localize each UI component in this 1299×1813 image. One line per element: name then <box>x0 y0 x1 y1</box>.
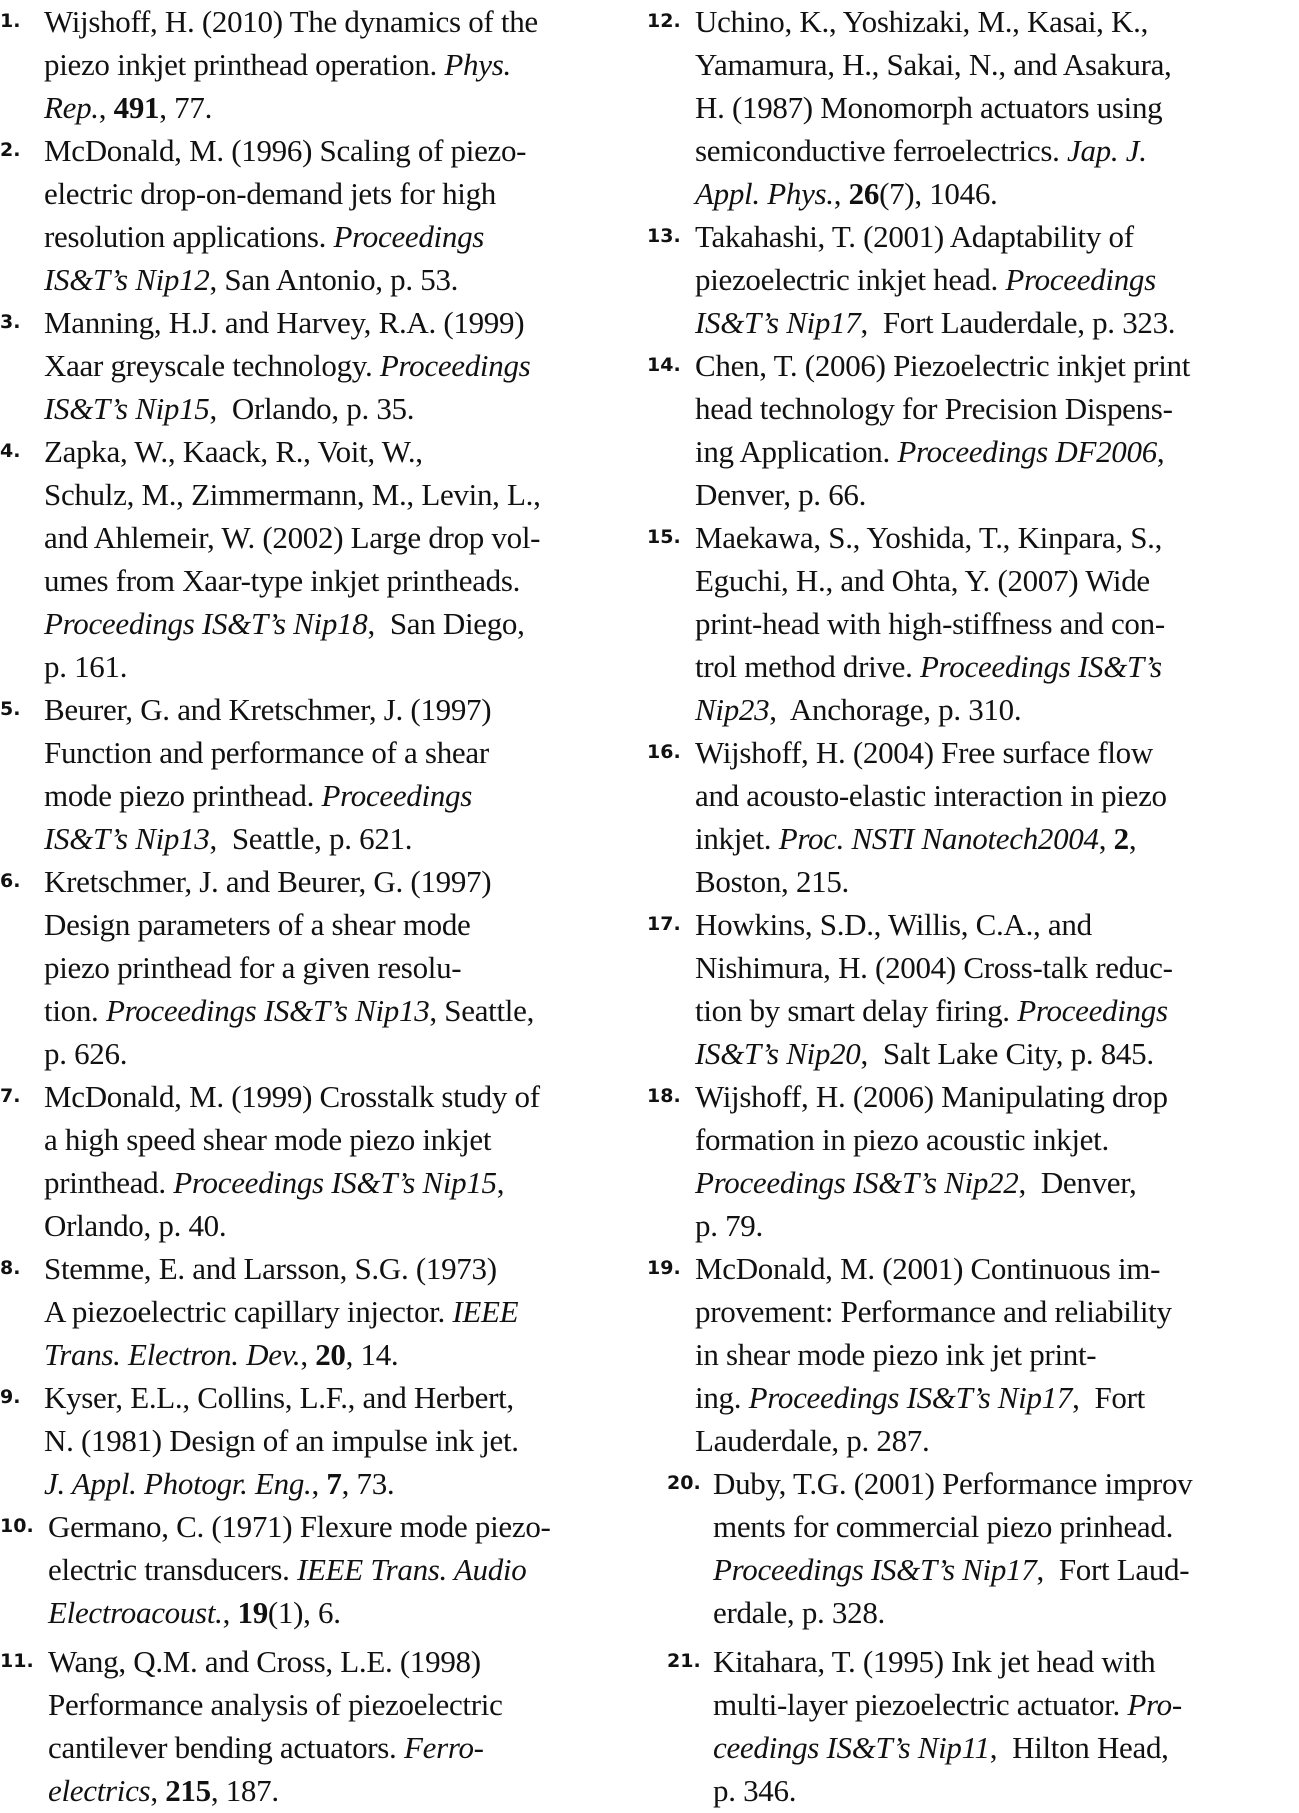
reference-line <box>695 86 1172 129</box>
italic-segment: Phys. <box>444 47 511 82</box>
reference-item <box>655 1462 1299 1634</box>
reference-line <box>44 774 491 817</box>
reference-line <box>44 688 491 731</box>
text-segment: , <box>1128 821 1137 856</box>
text-segment: , <box>496 1165 505 1200</box>
text-segment: Wijshoff, H. (2010) The dynamics of the <box>44 4 538 39</box>
bold-segment: 2 <box>1113 821 1129 856</box>
text-segment: , <box>833 176 849 211</box>
reference-item <box>647 1075 1299 1247</box>
reference-line <box>695 1161 1168 1204</box>
text-segment: , Denver, <box>1018 1165 1137 1200</box>
text-segment: semiconductive ferroelectrics. <box>695 133 1067 168</box>
text-segment: Function and performance of a shear <box>44 735 489 770</box>
text-segment: , <box>1098 821 1114 856</box>
reference-text <box>695 0 1172 215</box>
reference-number: 20. <box>667 1472 701 1494</box>
reference-line <box>695 258 1175 301</box>
text-segment: resolution applications. <box>44 219 334 254</box>
text-segment: printhead. <box>44 1165 174 1200</box>
reference-line <box>713 1548 1192 1591</box>
italic-segment: Proceedings <box>379 348 531 383</box>
italic-segment: Proceedings IS&T’s Nip15 <box>173 1165 497 1200</box>
reference-text <box>44 430 541 688</box>
reference-line <box>44 989 534 1032</box>
text-segment: (7), 1046. <box>879 176 998 211</box>
reference-line <box>713 1505 1192 1548</box>
text-segment: a high speed shear mode piezo inkjet <box>44 1122 492 1157</box>
reference-number: 7. <box>0 1085 21 1107</box>
text-segment: Kretschmer, J. and Beurer, G. (1997) <box>44 864 492 899</box>
text-segment: Wijshoff, H. (2004) Free surface flow <box>695 735 1153 770</box>
reference-line <box>44 860 534 903</box>
reference-line <box>44 344 530 387</box>
reference-line <box>695 559 1165 602</box>
reference-line <box>695 387 1190 430</box>
text-segment: Nishimura, H. (2004) Cross-talk reduc- <box>695 950 1173 985</box>
text-segment: and acousto-elastic interaction in piezo <box>695 778 1167 813</box>
reference-item <box>0 301 650 430</box>
reference-line <box>713 1640 1182 1683</box>
italic-segment: Electroacoust. <box>48 1595 223 1630</box>
text-segment: , Orlando, p. 35. <box>209 391 415 426</box>
reference-line <box>713 1769 1182 1812</box>
reference-line <box>695 1204 1168 1247</box>
reference-text <box>695 731 1167 903</box>
reference-line <box>44 1419 519 1462</box>
reference-line <box>44 1161 540 1204</box>
text-segment: (1), 6. <box>267 1595 341 1630</box>
italic-segment: Proceedings IS&T’s Nip17 <box>748 1380 1073 1415</box>
reference-item <box>655 1640 1299 1812</box>
reference-item <box>0 1505 650 1634</box>
italic-segment: IS&T’s Nip13 <box>44 821 210 856</box>
reference-text <box>695 903 1173 1075</box>
reference-line <box>695 731 1167 774</box>
text-segment: , 77. <box>159 90 213 125</box>
text-segment: Howkins, S.D., Willis, C.A., and <box>695 907 1092 942</box>
reference-line <box>695 1032 1173 1075</box>
italic-segment: Proceedings IS&T’s Nip18 <box>44 606 368 641</box>
italic-segment: IS&T’s Nip12 <box>44 262 210 297</box>
italic-segment: IS&T’s Nip15 <box>44 391 210 426</box>
reference-item <box>0 430 650 688</box>
reference-line <box>44 43 538 86</box>
text-segment: Wang, Q.M. and Cross, L.E. (1998) <box>48 1644 481 1679</box>
reference-line <box>48 1769 503 1812</box>
bold-segment: 491 <box>113 90 160 125</box>
reference-line <box>44 1032 534 1075</box>
reference-line <box>48 1726 503 1769</box>
reference-item <box>647 215 1299 344</box>
reference-line <box>695 344 1190 387</box>
reference-item <box>647 903 1299 1075</box>
text-segment: , <box>311 1466 327 1501</box>
text-segment: Manning, H.J. and Harvey, R.A. (1999) <box>44 305 525 340</box>
text-segment: provement: Performance and reliability <box>695 1294 1172 1329</box>
text-segment: , <box>300 1337 316 1372</box>
text-segment: trol method drive. <box>695 649 921 684</box>
reference-line <box>695 215 1175 258</box>
reference-item <box>0 1247 650 1376</box>
italic-segment: Proceedings <box>333 219 485 254</box>
reference-number: 5. <box>0 698 21 720</box>
reference-text <box>44 301 530 430</box>
text-segment: , 187. <box>210 1773 279 1808</box>
italic-segment: electrics <box>48 1773 151 1808</box>
reference-line <box>44 1204 540 1247</box>
reference-line <box>695 1376 1172 1419</box>
text-segment: Uchino, K., Yoshizaki, M., Kasai, K., <box>695 4 1149 39</box>
reference-number: 18. <box>647 1085 681 1107</box>
reference-line <box>44 516 541 559</box>
reference-line <box>44 817 491 860</box>
text-segment: Performance analysis of piezoelectric <box>48 1687 503 1722</box>
reference-number: 4. <box>0 440 21 462</box>
italic-segment: Proceedings IS&T’s <box>920 649 1162 684</box>
bold-segment: 7 <box>326 1466 342 1501</box>
text-segment: , Salt Lake City, p. 845. <box>860 1036 1154 1071</box>
reference-line <box>44 1075 540 1118</box>
text-segment: , Fort <box>1072 1380 1145 1415</box>
text-segment: piezo inkjet printhead operation. <box>44 47 445 82</box>
text-segment: Schulz, M., Zimmermann, M., Levin, L., <box>44 477 541 512</box>
text-segment: Takahashi, T. (2001) Adaptability of <box>695 219 1134 254</box>
reference-line <box>44 1290 518 1333</box>
reference-line <box>44 1376 519 1419</box>
reference-line <box>44 387 530 430</box>
text-segment: Boston, 215. <box>695 864 850 899</box>
reference-text <box>44 1247 518 1376</box>
reference-line <box>44 946 534 989</box>
reference-line <box>695 946 1173 989</box>
reference-line <box>695 301 1175 344</box>
reference-line <box>44 258 526 301</box>
italic-segment: ceedings IS&T’s Nip11 <box>713 1730 990 1765</box>
text-segment: print-head with high-stiffness and con- <box>695 606 1165 641</box>
reference-item <box>0 1075 650 1247</box>
reference-line <box>695 989 1173 1032</box>
text-segment: Kyser, E.L., Collins, L.F., and Herbert, <box>44 1380 514 1415</box>
text-segment: , <box>150 1773 166 1808</box>
text-segment: Xaar greyscale technology. <box>44 348 380 383</box>
text-segment: erdale, p. 328. <box>713 1595 885 1630</box>
reference-number: 3. <box>0 311 21 333</box>
reference-item <box>0 1376 650 1505</box>
reference-text <box>44 1075 540 1247</box>
reference-line <box>695 774 1167 817</box>
text-segment: inkjet. <box>695 821 779 856</box>
reference-number: 6. <box>0 870 21 892</box>
text-segment: , <box>98 90 114 125</box>
text-segment: , San Antonio, p. 53. <box>209 262 459 297</box>
reference-number: 16. <box>647 741 681 763</box>
bold-segment: 215 <box>165 1773 211 1808</box>
reference-line <box>44 0 538 43</box>
italic-segment: IS&T’s Nip17 <box>695 305 861 340</box>
text-segment: , <box>1156 434 1165 469</box>
reference-text <box>44 0 538 129</box>
reference-line <box>695 430 1190 473</box>
reference-text <box>48 1640 503 1812</box>
reference-item <box>647 731 1299 903</box>
italic-segment: IS&T’s Nip20 <box>695 1036 861 1071</box>
italic-segment: Trans. Electron. Dev. <box>44 1337 301 1372</box>
text-segment: , San Diego, <box>367 606 525 641</box>
reference-number: 19. <box>647 1257 681 1279</box>
reference-text <box>48 1505 551 1634</box>
text-segment: , 14. <box>345 1337 399 1372</box>
reference-line <box>713 1726 1182 1769</box>
reference-text <box>713 1640 1182 1812</box>
reference-number: 17. <box>647 913 681 935</box>
italic-segment: IEEE <box>452 1294 519 1329</box>
italic-segment: Proc. NSTI Nanotech2004 <box>778 821 1099 856</box>
text-segment: , 73. <box>341 1466 395 1501</box>
reference-item <box>0 1640 650 1812</box>
reference-line <box>48 1505 551 1548</box>
text-segment: p. 346. <box>713 1773 797 1808</box>
text-segment: Kitahara, T. (1995) Ink jet head with <box>713 1644 1156 1679</box>
text-segment: tion. <box>44 993 106 1028</box>
reference-line <box>713 1683 1182 1726</box>
reference-line <box>44 1462 519 1505</box>
reference-item <box>0 860 650 1075</box>
italic-segment: Proceedings <box>321 778 472 813</box>
text-segment: and Ahlemeir, W. (2002) Large drop vol- <box>44 520 541 555</box>
text-segment: Duby, T.G. (2001) Performance improv <box>713 1466 1193 1501</box>
reference-line <box>48 1591 551 1634</box>
reference-number: 10. <box>0 1515 34 1537</box>
text-segment: electric transducers. <box>48 1552 298 1587</box>
text-segment: cantilever bending actuators. <box>48 1730 404 1765</box>
italic-segment: Proceedings <box>1005 262 1156 297</box>
reference-line <box>44 473 541 516</box>
reference-line <box>695 516 1165 559</box>
italic-segment: Proceedings IS&T’s Nip22 <box>695 1165 1019 1200</box>
text-segment: Beurer, G. and Kretschmer, J. (1997) <box>44 692 492 727</box>
reference-text <box>44 1376 519 1505</box>
italic-segment: Pro- <box>1127 1687 1182 1722</box>
reference-line <box>695 172 1172 215</box>
reference-line <box>695 1333 1172 1376</box>
text-segment: A piezoelectric capillary injector. <box>44 1294 453 1329</box>
text-segment: p. 626. <box>44 1036 128 1071</box>
italic-segment: Rep. <box>44 90 99 125</box>
reference-line <box>44 1333 518 1376</box>
reference-text <box>713 1462 1192 1634</box>
reference-line <box>44 559 541 602</box>
reference-text <box>695 1075 1168 1247</box>
italic-segment: Proceedings IS&T’s Nip17 <box>713 1552 1037 1587</box>
reference-line <box>44 645 541 688</box>
text-segment: Zapka, W., Kaack, R., Voit, W., <box>44 434 423 469</box>
reference-text <box>695 215 1175 344</box>
reference-text <box>44 129 526 301</box>
text-segment: p. 79. <box>695 1208 763 1243</box>
reference-number: 8. <box>0 1257 21 1279</box>
reference-line <box>695 688 1165 731</box>
reference-line <box>713 1462 1192 1505</box>
reference-line <box>695 129 1172 172</box>
text-segment: mode piezo printhead. <box>44 778 322 813</box>
text-segment: tion by smart delay firing. <box>695 993 1018 1028</box>
reference-line <box>695 43 1172 86</box>
italic-segment: Ferro- <box>403 1730 484 1765</box>
italic-segment: Appl. Phys. <box>695 176 834 211</box>
reference-line <box>695 645 1165 688</box>
reference-item <box>647 0 1299 215</box>
reference-number: 21. <box>667 1650 701 1672</box>
reference-number: 15. <box>647 526 681 548</box>
reference-line <box>44 1247 518 1290</box>
reference-line <box>48 1640 503 1683</box>
text-segment: ing Application. <box>695 434 898 469</box>
reference-line <box>695 903 1173 946</box>
text-segment: , Seattle, <box>429 993 535 1028</box>
text-segment: McDonald, M. (1999) Crosstalk study of <box>44 1079 540 1114</box>
italic-segment: Jap. J. <box>1067 133 1147 168</box>
text-segment: umes from Xaar-type inkjet printheads. <box>44 563 521 598</box>
text-segment: piezo printhead for a given resolu- <box>44 950 462 985</box>
reference-line <box>48 1683 503 1726</box>
text-segment: , Fort Laud- <box>1036 1552 1190 1587</box>
reference-line <box>44 86 538 129</box>
reference-line <box>44 1118 540 1161</box>
reference-text <box>44 688 491 860</box>
text-segment: piezoelectric inkjet head. <box>695 262 1006 297</box>
reference-line <box>695 1118 1168 1161</box>
reference-line <box>44 301 530 344</box>
bold-segment: 19 <box>237 1595 268 1630</box>
reference-number: 2. <box>0 139 21 161</box>
text-segment: head technology for Precision Dispens- <box>695 391 1173 426</box>
text-segment: , <box>222 1595 238 1630</box>
text-segment: Yamamura, H., Sakai, N., and Asakura, <box>695 47 1172 82</box>
reference-number: 11. <box>0 1650 34 1672</box>
text-segment: ing. <box>695 1380 749 1415</box>
text-segment: Stemme, E. and Larsson, S.G. (1973) <box>44 1251 497 1286</box>
bold-segment: 26 <box>848 176 880 211</box>
italic-segment: Proceedings IS&T’s Nip13 <box>105 993 430 1028</box>
text-segment: , Seattle, p. 621. <box>209 821 413 856</box>
reference-number: 12. <box>647 10 681 32</box>
reference-line <box>695 1419 1172 1462</box>
reference-number: 13. <box>647 225 681 247</box>
text-segment: Lauderdale, p. 287. <box>695 1423 930 1458</box>
reference-item <box>647 516 1299 731</box>
reference-line <box>44 430 541 473</box>
reference-line <box>44 731 491 774</box>
reference-text <box>44 860 534 1075</box>
italic-segment: Proceedings <box>1017 993 1168 1028</box>
bold-segment: 20 <box>315 1337 346 1372</box>
reference-line <box>44 903 534 946</box>
text-segment: Wijshoff, H. (2006) Manipulating drop <box>695 1079 1168 1114</box>
reference-number: 14. <box>647 354 681 376</box>
reference-text <box>695 344 1190 516</box>
reference-line <box>695 1290 1172 1333</box>
reference-number: 1. <box>0 10 21 32</box>
reference-item <box>0 688 650 860</box>
reference-line <box>44 215 526 258</box>
text-segment: Denver, p. 66. <box>695 477 867 512</box>
text-segment: electric drop-on-demand jets for high <box>44 176 497 211</box>
text-segment: , Fort Lauderdale, p. 323. <box>860 305 1176 340</box>
italic-segment: Nip23 <box>695 692 770 727</box>
text-segment: multi-layer piezoelectric actuator. <box>713 1687 1128 1722</box>
reference-item <box>0 0 650 129</box>
text-segment: in shear mode piezo ink jet print- <box>695 1337 1097 1372</box>
text-segment: formation in piezo acoustic inkjet. <box>695 1122 1109 1157</box>
text-segment: Germano, C. (1971) Flexure mode piezo- <box>48 1509 551 1544</box>
reference-line <box>695 1075 1168 1118</box>
text-segment: N. (1981) Design of an impulse ink jet. <box>44 1423 519 1458</box>
text-segment: Maekawa, S., Yoshida, T., Kinpara, S., <box>695 520 1163 555</box>
reference-line <box>695 817 1167 860</box>
text-segment: ments for commercial piezo prinhead. <box>713 1509 1174 1544</box>
reference-text <box>695 1247 1172 1462</box>
reference-line <box>695 473 1190 516</box>
reference-line <box>44 172 526 215</box>
text-segment: Chen, T. (2006) Piezoelectric inkjet print <box>695 348 1191 383</box>
text-segment: p. 161. <box>44 649 128 684</box>
reference-number: 9. <box>0 1386 21 1408</box>
italic-segment: IEEE Trans. Audio <box>297 1552 527 1587</box>
reference-item <box>647 1247 1299 1462</box>
italic-segment: Proceedings DF2006 <box>897 434 1157 469</box>
reference-item <box>0 129 650 301</box>
text-segment: McDonald, M. (1996) Scaling of piezo- <box>44 133 527 168</box>
reference-line <box>695 860 1167 903</box>
text-segment: , Anchorage, p. 310. <box>769 692 1022 727</box>
reference-line <box>44 602 541 645</box>
text-segment: Design parameters of a shear mode <box>44 907 471 942</box>
text-segment: Eguchi, H., and Ohta, Y. (2007) Wide <box>695 563 1150 598</box>
italic-segment: J. Appl. Photogr. Eng. <box>44 1466 312 1501</box>
reference-text <box>695 516 1165 731</box>
text-segment: , Hilton Head, <box>989 1730 1169 1765</box>
text-segment: Orlando, p. 40. <box>44 1208 227 1243</box>
reference-line <box>48 1548 551 1591</box>
reference-line <box>713 1591 1192 1634</box>
text-segment: H. (1987) Monomorph actuators using <box>695 90 1163 125</box>
reference-line <box>695 1247 1172 1290</box>
reference-item <box>647 344 1299 516</box>
reference-line <box>44 129 526 172</box>
reference-line <box>695 0 1172 43</box>
text-segment: McDonald, M. (2001) Continuous im- <box>695 1251 1161 1286</box>
reference-line <box>695 602 1165 645</box>
